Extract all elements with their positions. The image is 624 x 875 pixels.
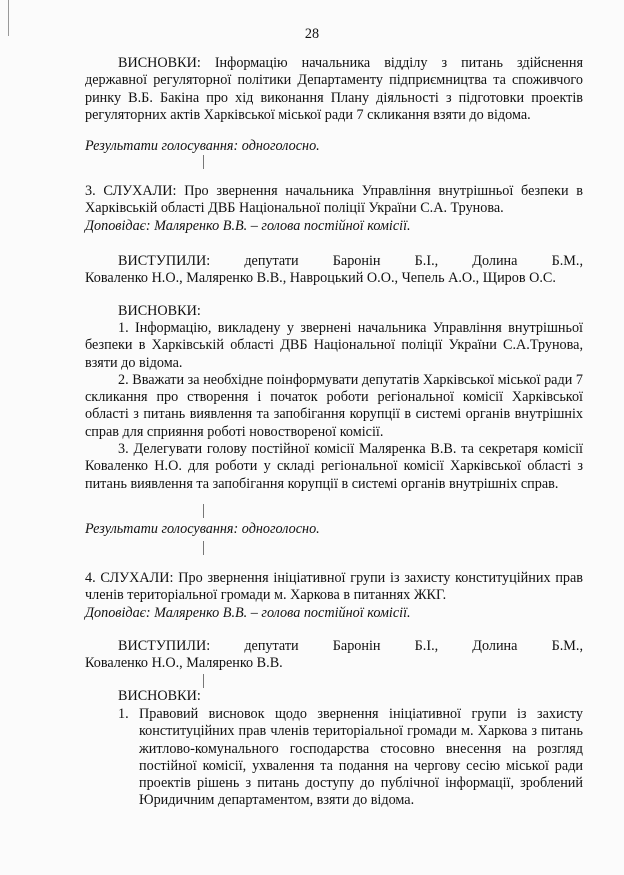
item-4-point-1-number: 1. (118, 706, 129, 722)
vote-2-label: Результати голосування: (85, 521, 239, 537)
conclusions-1-line1: Інформацію начальника відділу з питань здійснення (214, 55, 583, 71)
item-3-conclusions-label: ВИСНОВКИ: (118, 303, 201, 319)
item-4-reporter: Доповідає: Маляренко В.В. – голова постійної комісії. (85, 605, 411, 621)
item-4-speakers-line2: Коваленко Н.О., Маляренко В.В. (85, 655, 283, 672)
item-3-speakers (85, 253, 583, 288)
conclusions-1-rest: державної регуляторної політики Департаменту підприємництва та споживчого ринку В.Б. Бакіна про хід виконання Плану діяльності з підготовки проектів регуляторних актів Харківської міської ради 7 скликання взяти до відома. (85, 72, 583, 123)
item-3-points (85, 320, 583, 493)
item-4-point-1 (85, 706, 583, 810)
item-4-point-1-text: Правовий висновок щодо звернення ініціативної групи із захисту конституційних прав членів територіальної громади м. Харкова з питань житлово-комунального господарства стосовно внесення на розгляд постійної комісії, ухвалення та подання на чергову сесію міської ради проектів рішень з питань доступу до публічної інформації, зроблений Юридичним департаментом, взяти до відома. (139, 706, 583, 809)
vote-2-value: одноголосно. (241, 521, 320, 537)
item-4-conclusions-label: ВИСНОВКИ: (118, 688, 201, 704)
pen-mark (203, 504, 204, 518)
pen-mark (203, 155, 204, 169)
item-3-point-3: 3. Делегувати голову постійної комісії Маляренка В.В. та секретаря комісії Коваленко Н.О. для роботи у складі регіональної комісії Харківської області з питань виявлення та запобігання корупції в системі органів внутрішніх справ. (85, 441, 583, 492)
item-3-point-1: 1. Інформацію, викладену у звернені начальника Управління внутрішньої безпеки в Харківській області ДВБ Національної поліції України С.А.Трунова, взяти до відома. (85, 320, 583, 371)
conclusions-1-label: ВИСНОВКИ: (118, 55, 201, 71)
pen-mark (203, 541, 204, 555)
pen-mark (203, 674, 204, 688)
item-4-speakers (85, 638, 583, 673)
item-4-heading: 4. СЛУХАЛИ: Про звернення ініціативної групи із захисту конституційних прав членів територіальної громади м. Харкова в питаннях ЖКГ. (85, 570, 583, 604)
page-number: 28 (304, 26, 320, 42)
item-3-reporter: Доповідає: Маляренко В.В. – голова постійної комісії. (85, 218, 411, 234)
item-3-heading: 3. СЛУХАЛИ: Про звернення начальника Управління внутрішньої безпеки в Харківській області ДВБ Національної поліції України С.А. Трунова. (85, 183, 583, 217)
item-3-speakers-line1: ВИСТУПИЛИ: депутати Баронін Б.І., Долина Б.М., (118, 253, 583, 269)
conclusions-block-1 (85, 55, 583, 124)
conclusions-1-paragraph (85, 55, 583, 124)
item-3-point-2: 2. Вважати за необхідне поінформувати депутатів Харківської міської ради 7 скликання про створення і початок роботи регіональної комісії Харківської області з питань виявлення та запобігання корупції в системі органів внутрішніх справ для сприяння роботі новоствореної комісії. (85, 371, 583, 440)
vote-result-2 (85, 521, 583, 538)
vote-1-value: одноголосно. (241, 138, 320, 154)
item-3-speakers-line2: Коваленко Н.О., Маляренко В.В., Навроцький О.О., Чепель А.О., Щиров О.С. (85, 270, 556, 287)
vote-result-1 (85, 138, 583, 155)
item-4-speakers-line1: ВИСТУПИЛИ: депутати Баронін Б.І., Долина Б.М., (118, 638, 583, 654)
vote-1-label: Результати голосування: (85, 138, 239, 154)
